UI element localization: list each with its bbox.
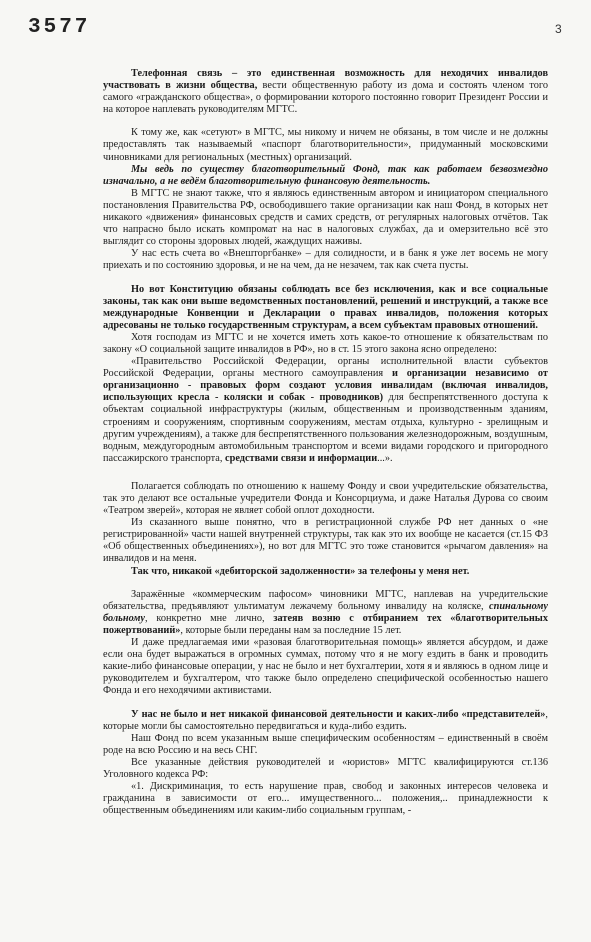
paragraph-no-financial-activity [103,709,548,733]
paragraph-one-time-help: И даже предлагаемая ими «разовая благотворительная помощь» является абсурдом, и даже если она будет выражаться в огромных суммах, потому что я не могу ездить в банк и проводить какие-либо финансовые операции, у нас не было и нет бухгалтерии, хотя я и являюсь в одном лице и руководителем и бухгалтером, что также было определено специфической особенностью нашего Фонда и его неходячими активистами. [103,637,548,697]
quote-text: «Правительство Российской Федерации, органы исполнительной власти субъектов Российской Федерации, органы местного самоуправления [103,356,548,380]
paragraph-officials-ultimatum [103,589,548,637]
paragraph-text: , которые могли бы самостоятельно передвигаться и куда-либо ездить. [103,708,548,732]
paragraph-constitution [103,284,548,332]
quote-bold-text: средствами связи и информации [225,452,378,464]
paragraph-no-debt [103,566,548,578]
quote-text: ...». [377,452,393,464]
paragraph-text: , конкретно мне лично, [144,612,274,624]
paragraph-not-obliged: К тому же, как «сетуют» в МГТС, мы никому и ничем не обязаны, в том числе и не должны предоставлять так называемый «паспорт благотворительности», придуманный московскими чиновниками для региональных (местных) организаций. [103,127,548,163]
paragraph-social-protection-law: Хотя господам из МГТС и не хочется иметь хоть какое-то отношение к обязательствам по закону «О социальной защите инвалидов в РФ», но в ст. 15 этого закона ясно определено: [103,331,548,355]
paragraph-criminal-code: Все указанные действия руководителей и «юристов» МГТС квалифицируются ст.136 Уголовного кодекса РФ: [103,756,548,780]
paragraph-text: вести общественную работу из дома и состоять членом того самого «гражданского общества», о формировании которого постоянно говорит Президент России и на которое наплевать руководителям МГТС. [103,80,549,116]
paragraph-charity-fund: Мы ведь по существу благотворительный Фонд, так как работаем безвозмездно изначально, а не ведём благотворительную финансовую деятельность. [103,163,548,187]
paragraph-text: , которые были переданы нам за последние 15 лет. [180,624,402,636]
paragraph-registration: Из сказанного выше понятно, что в регистрационной службе РФ нет данных о «не регистрированной» части нашей внутренней структуры, так как это их вообще не касается (ст.15 ФЗ «Об общественных объединениях»), но вот для МГТС это тоже становится «рычагом давления» на инвалидов и на меня. [103,517,548,565]
paragraph-phone-importance [103,68,548,116]
bold-phrase: У нас не было и нет никакой финансовой деятельности и каких-либо «представителей» [131,708,546,720]
bold-phrase: Телефонная связь – это единственная возможность для неходячих инвалидов участвовать в жизни общества, [103,68,548,92]
paragraph-law-quote [103,356,548,465]
bold-paragraph-text: Так что, никакой «дебиторской задолженности» за телефоны у меня нет. [131,565,470,577]
paragraph-government-decree: В МГТС не знают также, что я являюсь единственным автором и инициатором специального постановления Правительства РФ, освободившего такие организации как наш Фонд, в которых нет никакого «движения» финансовых средств и самих средств, от регулярных налоговых отчётов. Так что напрасно было искать компромат на нас в налоговых службах, да и омерзительно всё это выглядит со стороны здоровых людей, жаждущих наживы. [103,187,548,248]
bold-italic-phrase: спинальному больному [103,600,548,624]
paragraph-founders-obligations: Полагается соблюдать по отношению к нашему Фонду и свои учредительские обязательства, так это делают все остальные учредители Фонда и Консорциума, и даже Наталья Дурова со своим «Театром зверей», которая не являет собой оплот доходности. [103,480,548,517]
page-number: 3 [555,22,562,36]
paragraph-unique-fund: Наш Фонд по всем указанным выше специфическим особенностям – единственный в своём роде на всю Россию и на весь СНГ. [103,732,548,756]
quote-bold-text: и организации независимо от организационно - правовых форм создают условия инвалидам (включая инвалидов, использующих кресла - коляски и собак - проводников) [103,368,548,404]
letter-body [103,68,548,817]
bold-phrase: затеяв возню с отбиранием тех «благотворительных пожертвований» [103,612,548,636]
quote-text: для беспрепятственного доступа к объектам социальной инфраструктуры (жилым, общественным и производственным зданиям, строениям и сооружениям, спортивным сооружениям, местам отдыха, культурно - зрелищным и другим учреждениям), а также для беспрепятственного пользования железнодорожным, воздушным, водным, междугородным автомобильным транспортом и всеми видами городского и пригородного пассажирского транспорта, [103,392,548,464]
paragraph-discrimination-quote: «1. Дискриминация, то есть нарушение прав, свобод и законных интересов человека и гражданина в зависимости от его... имущественного... положения,.. принадлежности к общественным объединениям или каким-либо социальным группам, - [103,781,548,817]
document-stamp-number: 3577 [28,16,91,39]
paragraph-bank-accounts: У нас есть счета во «Внешторгбанке» – для солидности, и в банк я уже лет восемь не могу приехать и по состоянию здоровья, и не на чем, да не незачем, так как счета пусты. [103,248,548,272]
bold-paragraph-text: Но вот Конституцию обязаны соблюдать все без исключения, как и все социальные законы, так как они выше ведомственных постановлений, решений и инструкций, а также все международные Конвенции и Декларации о правах инвалидов, положения которых адресованы не только государственным структурам, а всем субъектам правовых отношений. [103,283,548,331]
paragraph-text: Заражённые «коммерческим пафосом» чиновники МГТС, наплевав на учредительские обязательства, предъявляют ультиматум лежачему больному инвалиду на коляске, [103,588,548,612]
